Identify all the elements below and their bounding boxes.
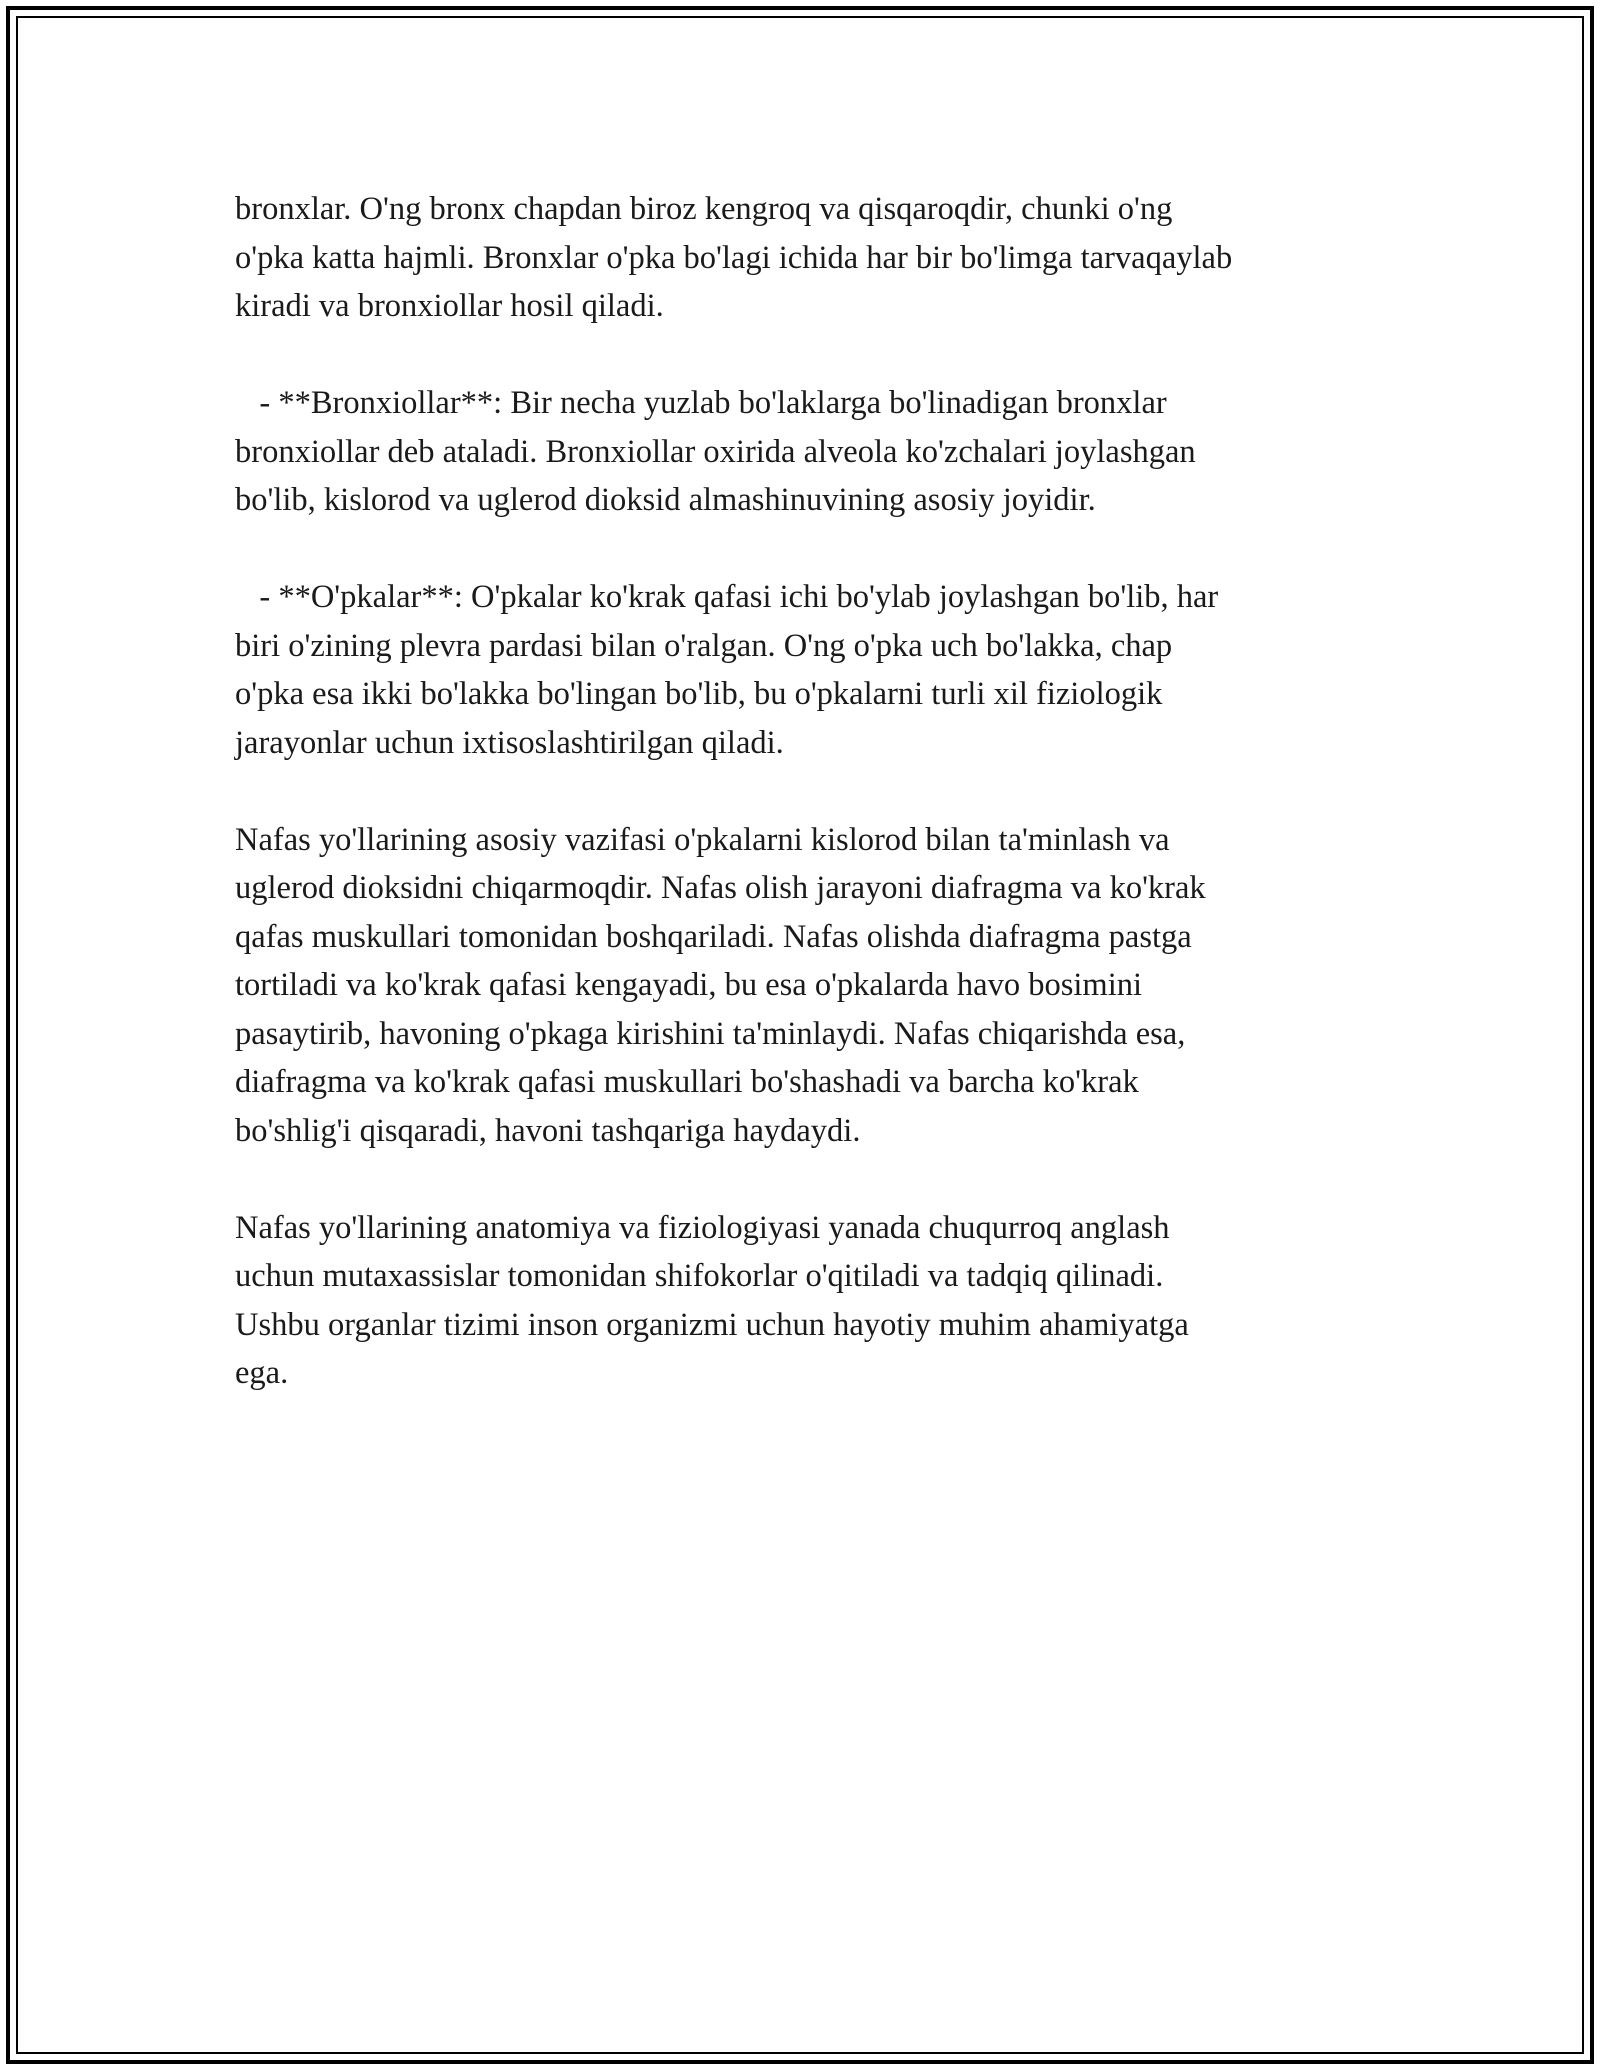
paragraph-opkalar: - **O'pkalar**: O'pkalar ko'krak qafasi ichi bo'ylab joylashgan bo'lib, har biri o'zining plevra pardasi bilan o'ralgan. O'ng o'pka uch bo'lakka, chap o'pka esa ikki bo'lakka bo'lingan bo'lib, bu o'pkalarni turli xil fiziologik jarayonlar uchun ixtisoslashtirilgan qiladi. [235,579,1219,761]
paragraph-bronxlar: bronxlar. O'ng bronx chapdan biroz kengroq va qisqaroqdir, chunki o'ng o'pka katta hajmli. Bronxlar o'pka bo'lagi ichida har bir bo'limga tarvaqaylab kiradi va bronxiollar hosil qiladi. [235,191,1233,324]
paragraph-bronxiollar: - **Bronxiollar**: Bir necha yuzlab bo'laklarga bo'linadigan bronxlar bronxiollar deb ataladi. Bronxiollar oxirida alveola ko'zchalari joylashgan bo'lib, kislorod va uglerod dioksid almashinuvining asosiy joyidir. [235,385,1196,518]
paragraph-nafas-vazifasi: Nafas yo'llarining asosiy vazifasi o'pkalarni kislorod bilan ta'minlash va uglerod dioksidni chiqarmoqdir. Nafas olish jarayoni diafragma va ko'krak qafas muskullari tomonidan boshqariladi. Nafas olishda diafragma pastga tortiladi va ko'krak qafasi kengayadi, bu esa o'pkalarda havo bosimini pasaytirib, havoning o'pkaga kirishini ta'minlaydi. Nafas chiqarishda esa, diafragma va ko'krak qafasi muskullari bo'shashadi va barcha ko'krak bo'shlig'i qisqaradi, havoni tashqariga haydaydi. [235,821,1206,1149]
document-body [235,185,1375,1398]
paragraph-xulosa: Nafas yo'llarining anatomiya va fiziologiyasi yanada chuqurroq anglash uchun mutaxassislar tomonidan shifokorlar o'qitiladi va tadqiq qilinadi. Ushbu organlar tizimi inson organizmi uchun hayotiy muhim ahamiyatga ega. [235,1209,1189,1391]
